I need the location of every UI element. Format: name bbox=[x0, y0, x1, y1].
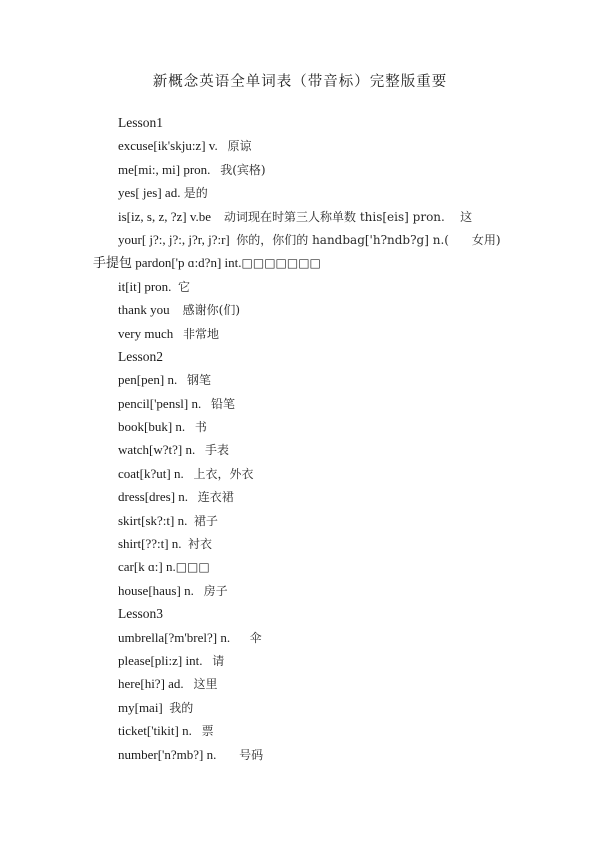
entry-word: here[hi?] ad. bbox=[118, 676, 184, 692]
vocab-entry bbox=[0, 672, 600, 695]
entry-meaning: 感谢你(们) bbox=[182, 303, 241, 318]
lesson-heading: Lesson2 bbox=[118, 348, 163, 364]
vocab-entry bbox=[0, 743, 600, 766]
entry-gap bbox=[177, 368, 187, 391]
entry-meaning: 票 bbox=[201, 724, 214, 739]
vocab-entry bbox=[0, 298, 600, 321]
entry-meaning: 原谅 bbox=[227, 139, 252, 154]
vocab-entry bbox=[0, 696, 600, 719]
entry-word: yes[ jes] ad. bbox=[118, 185, 181, 201]
vocab-entry bbox=[0, 228, 600, 251]
entry-word: umbrella[?m'brel?] n. bbox=[118, 629, 231, 645]
entry-gap bbox=[218, 134, 228, 157]
entry-word: skirt[sk?:t] n. bbox=[118, 512, 188, 528]
entry-meaning: 房子 bbox=[203, 583, 228, 598]
entry-meaning: 上衣，外衣 bbox=[193, 466, 254, 481]
entry-gap bbox=[188, 485, 198, 508]
entry-meaning: 我的 bbox=[169, 700, 194, 715]
entry-gap bbox=[170, 298, 183, 321]
entry-meaning: 请 bbox=[212, 653, 225, 668]
entry-gap bbox=[201, 392, 211, 415]
entry-word: dress[dres] n. bbox=[118, 489, 189, 505]
entry-word: watch[w?t?] n. bbox=[118, 442, 196, 458]
vocabulary-list bbox=[0, 111, 600, 766]
entry-meaning: 钢笔 bbox=[186, 373, 211, 388]
entry-meaning: 书 bbox=[194, 420, 207, 435]
vocab-entry bbox=[0, 485, 600, 508]
vocab-entry bbox=[0, 719, 600, 742]
entry-word: pencil['pensl] n. bbox=[118, 395, 202, 411]
vocab-entry bbox=[0, 134, 600, 157]
vocab-entry bbox=[0, 415, 600, 438]
entry-meaning: 你的，你们的 handbag['h?ndb?g] n.( 女用) bbox=[236, 232, 501, 247]
entry-word: shirt[??:t] n. bbox=[118, 536, 182, 552]
lesson-heading: Lesson1 bbox=[118, 115, 163, 130]
entry-meaning: 我(宾格) bbox=[220, 162, 266, 177]
entry-gap bbox=[185, 415, 195, 438]
entry-meaning: 手表 bbox=[205, 443, 230, 458]
vocab-entry bbox=[0, 509, 600, 532]
entry-meaning: 号码 bbox=[239, 747, 264, 762]
entry-meaning: 这里 bbox=[193, 677, 218, 692]
entry-meaning: 是的 bbox=[183, 186, 208, 201]
vocab-entry bbox=[0, 649, 600, 672]
entry-gap bbox=[230, 626, 250, 649]
entry-word: book[buk] n. bbox=[118, 419, 186, 435]
entry-meaning: 铅笔 bbox=[210, 396, 235, 411]
entry-word: excuse[ik'skju:z] v. bbox=[118, 138, 218, 154]
entry-gap bbox=[195, 438, 205, 461]
vocab-entry-continuation bbox=[0, 251, 600, 274]
entry-word: my[mai] bbox=[118, 699, 163, 715]
lesson-heading: Lesson3 bbox=[118, 606, 163, 622]
entry-word: house[haus] n. bbox=[118, 582, 194, 598]
vocab-entry bbox=[0, 322, 600, 345]
entry-word: thank you bbox=[118, 302, 170, 318]
entry-word: please[pli:z] int. bbox=[118, 652, 203, 668]
vocab-entry bbox=[0, 555, 600, 578]
entry-word: very much bbox=[118, 325, 174, 341]
vocab-entry bbox=[0, 462, 600, 485]
entry-meaning: 动词现在时第三人称单数 this[eis] pron. 这 bbox=[224, 209, 473, 224]
vocab-entry bbox=[0, 579, 600, 602]
vocab-entry bbox=[0, 275, 600, 298]
entry-gap bbox=[211, 205, 224, 228]
entry-meaning: 非常地 bbox=[182, 326, 219, 341]
entry-gap bbox=[202, 649, 212, 672]
entry-word: number['n?mb?] n. bbox=[118, 746, 217, 762]
page-title: 新概念英语全单词表（带音标）完整版重要 bbox=[152, 74, 448, 90]
entry-gap bbox=[184, 462, 194, 485]
entry-meaning: □□□□□□□ bbox=[241, 256, 321, 271]
entry-word: ticket['tikit] n. bbox=[118, 723, 192, 739]
entry-gap bbox=[192, 719, 202, 742]
vocab-entry bbox=[0, 181, 600, 204]
entry-meaning: 裙子 bbox=[193, 513, 218, 528]
entry-gap bbox=[210, 158, 220, 181]
vocab-entry bbox=[0, 392, 600, 415]
entry-meaning: 连衣裙 bbox=[197, 490, 234, 505]
vocab-entry bbox=[0, 368, 600, 391]
entry-word: car[k ɑ:] n. bbox=[118, 559, 176, 575]
vocab-entry bbox=[0, 626, 600, 649]
entry-word: coat[k?ut] n. bbox=[118, 465, 184, 481]
entry-gap bbox=[194, 579, 204, 602]
vocab-entry bbox=[0, 532, 600, 555]
vocab-entry bbox=[0, 438, 600, 461]
entry-meaning: 衬衣 bbox=[188, 537, 213, 552]
entry-word: your[ j?:, j?:, j?r, j?:r] bbox=[118, 231, 230, 247]
entry-word: pen[pen] n. bbox=[118, 372, 178, 388]
entry-word: is[iz, s, z, ?z] v.be bbox=[118, 208, 212, 224]
entry-word: 手提包 pardon['p ɑ:d?n] int. bbox=[93, 255, 242, 271]
vocab-entry bbox=[0, 158, 600, 181]
entry-gap bbox=[173, 322, 183, 345]
entry-meaning: □□□ bbox=[175, 560, 210, 575]
entry-gap bbox=[216, 743, 239, 766]
entry-word: it[it] pron. bbox=[118, 278, 172, 294]
entry-word: me[mi:, mi] pron. bbox=[118, 161, 211, 177]
vocab-entry bbox=[0, 205, 600, 228]
entry-gap bbox=[184, 672, 194, 695]
entry-meaning: 它 bbox=[177, 279, 190, 294]
entry-meaning: 伞 bbox=[249, 630, 262, 645]
